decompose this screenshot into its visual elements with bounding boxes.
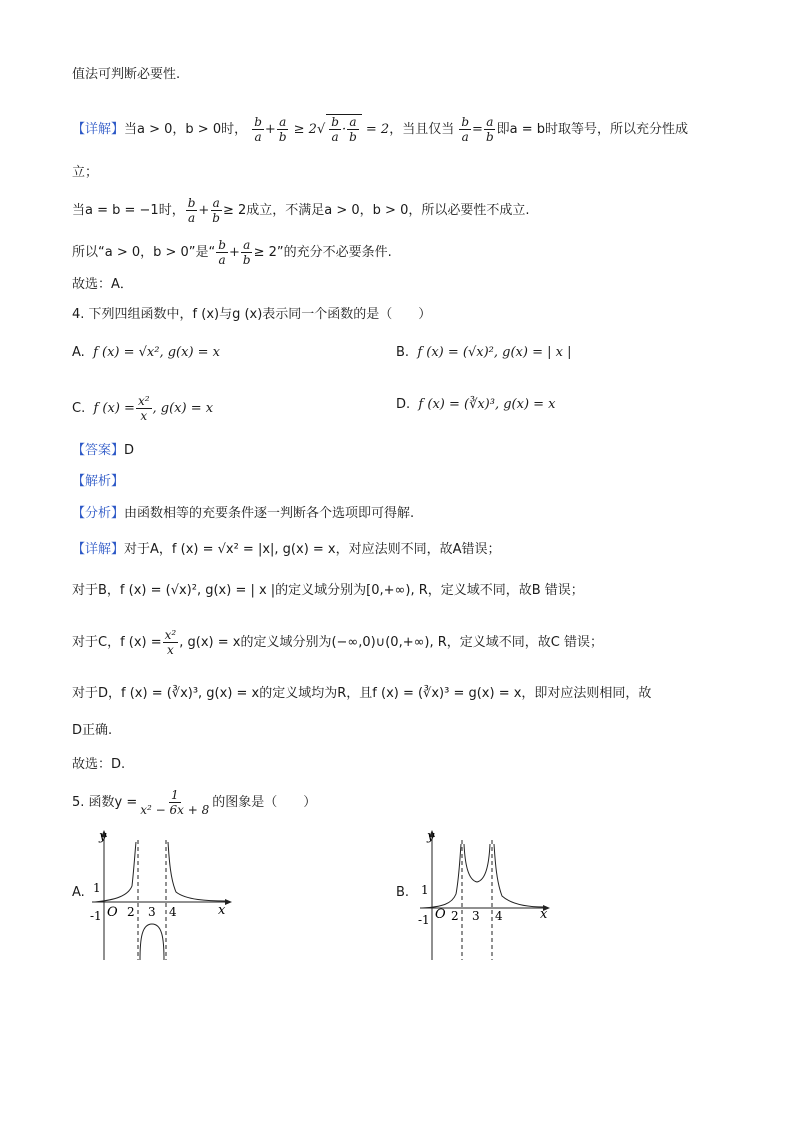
fraction: $\frac{a}{b}$ bbox=[278, 115, 287, 144]
select-line: 故选：D. bbox=[72, 757, 126, 772]
text-line: 所以“a > 0，b > 0”是“ $\frac{b}{a}$ + $\frac{a}{b}$ ≥ 2”的充分不必要条件. bbox=[72, 238, 392, 267]
option-b: B. f (x) = (√x)², g(x) = | x | bbox=[396, 345, 572, 360]
text-line: 立； bbox=[72, 165, 99, 180]
detail-d: 对于D，f (x) = (∛x)³, g(x) = x的定义域均为R，且f (x) = (∛x)³ = g(x) = x，即对应法则相同，故 bbox=[72, 686, 652, 701]
detail-text: 当a > 0，b > 0时， bbox=[124, 122, 248, 137]
graph-a bbox=[90, 828, 240, 963]
svg-text:x: x bbox=[218, 903, 226, 918]
svg-text:1: 1 bbox=[421, 883, 429, 897]
detail-c: 对于C，f (x) = $\frac{\text{x²}}{x}$ , g(x) = x的定义域分别为(−∞,0)∪(0,+∞), R，定义域不同，故C 错误； bbox=[72, 628, 603, 657]
detail-tag: 【详解】 bbox=[72, 122, 125, 137]
svg-text:-1: -1 bbox=[90, 909, 102, 923]
detail-a: 【详解】对于A，f (x) = √x² = |x|, g(x) = x，对应法则不同，故A错误； bbox=[72, 542, 501, 557]
text-line: 故选：A． bbox=[72, 277, 133, 292]
graph-b-label: B. bbox=[396, 885, 410, 900]
svg-text:3: 3 bbox=[148, 905, 156, 919]
text-line: 值法可判断必要性. bbox=[72, 67, 181, 82]
text-line: 当a = b = −1时， $\frac{b}{a}$ + $\frac{a}{b}$ ≥ 2成立，不满足a > 0，b > 0，所以必要性不成立. bbox=[72, 196, 530, 225]
svg-text:O: O bbox=[107, 905, 118, 920]
svg-text:-1: -1 bbox=[418, 913, 430, 927]
svg-text:O: O bbox=[435, 907, 446, 922]
option-c: C. f (x) = $\frac{\text{x²}}{x}$ , g(x) = x bbox=[72, 394, 214, 423]
detail-line: 【详解】当a > 0，b > 0时， $\frac{b}{a}$ + $\frac{a}{b}$ ≥ 2√ $\frac{b}{a}$ · $\frac{a}{b}$ = 2，当且仅当 $\frac{b}{a}$ = $\frac{a}{b}$ 即a = b时取等号，所以充分性成 bbox=[72, 115, 689, 144]
svg-text:3: 3 bbox=[472, 909, 480, 923]
fraction: $\frac{1}{\text{x² − 6x + 8}}$ bbox=[140, 788, 210, 817]
question-5: 5. 函数y = $\frac{1}{\text{x² − 6x + 8}}$ 的图象是（ ） bbox=[72, 788, 317, 817]
option-a: A. f (x) = √x², g(x) = x bbox=[72, 345, 221, 360]
svg-text:x: x bbox=[540, 907, 548, 922]
sqrt-expression: $\frac{b}{a}$ · $\frac{a}{b}$ bbox=[326, 114, 362, 144]
svg-text:4: 4 bbox=[495, 909, 503, 923]
detail-text: 即a = b时取等号，所以充分性成 bbox=[496, 122, 689, 137]
svg-text:1: 1 bbox=[93, 881, 101, 895]
analysis-line: 【分析】由函数相等的充要条件逐一判断各个选项即可得解. bbox=[72, 506, 415, 521]
graph-a-label: A. bbox=[72, 885, 85, 900]
svg-text:y: y bbox=[427, 829, 435, 844]
svg-text:2: 2 bbox=[451, 909, 459, 923]
fraction: $\frac{b}{a}$ bbox=[461, 115, 470, 144]
option-d: D. f (x) = (∛x)³, g(x) = x bbox=[396, 397, 556, 412]
detail-text: ，当且仅当 bbox=[389, 122, 455, 137]
analysis-heading: 【解析】 bbox=[72, 474, 125, 489]
graph-b bbox=[418, 828, 558, 963]
svg-text:4: 4 bbox=[169, 905, 177, 919]
fraction: $\frac{b}{a}$ bbox=[254, 115, 262, 144]
fraction: $\frac{a}{b}$ bbox=[485, 115, 494, 144]
answer-line: 【答案】D bbox=[72, 443, 135, 458]
svg-text:2: 2 bbox=[127, 905, 135, 919]
question-4: 4. 下列四组函数中，f (x)与g (x)表示同一个函数的是（ ） bbox=[72, 307, 432, 322]
svg-text:y: y bbox=[99, 829, 107, 844]
detail-d2: D正确. bbox=[72, 723, 113, 738]
detail-b: 对于B，f (x) = (√x)², g(x) = | x |的定义域分别为[0,+∞), R，定义域不同，故B 错误； bbox=[72, 583, 584, 598]
